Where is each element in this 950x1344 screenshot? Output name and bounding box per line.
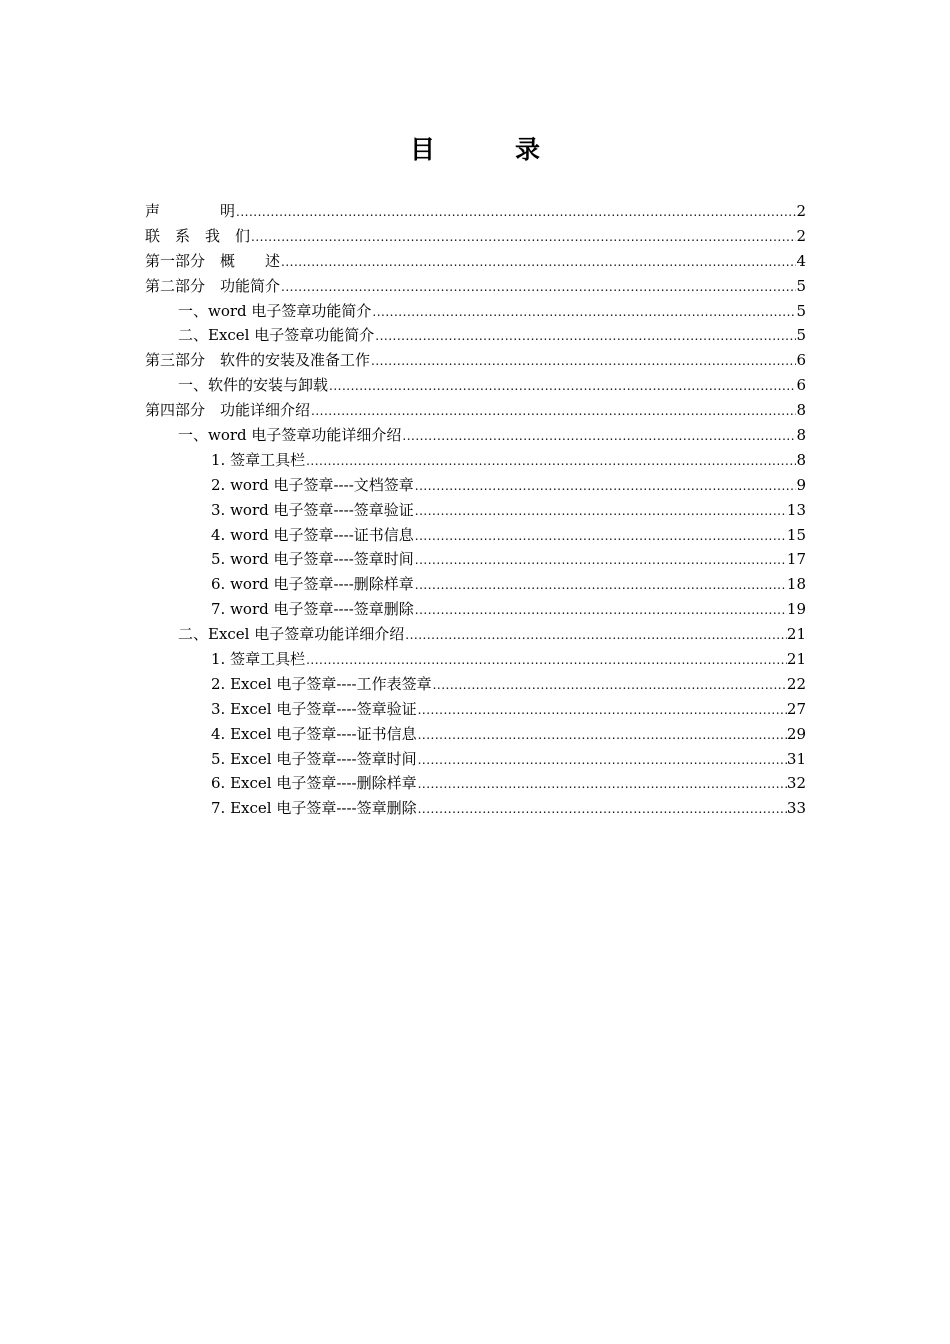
toc-dot-leader [251,224,796,250]
toc-entry-label: 一、word 电子签章功能详细介绍 [178,426,402,445]
toc-entry-page: 8 [796,450,806,469]
toc-dot-leader [281,274,796,300]
toc-entry[interactable] [145,622,806,647]
toc-entry-label: 5. word 电子签章----签章时间 [211,550,414,569]
toc-entry-label: 二、Excel 电子签章功能简介 [178,326,375,345]
toc-entry-label: 二、Excel 电子签章功能详细介绍 [178,625,405,644]
toc-entry[interactable] [145,348,806,373]
toc-entry-page: 31 [786,749,806,768]
toc-entry-page: 8 [796,426,806,445]
toc-entry-page: 19 [786,600,806,619]
toc-entry-page: 8 [796,401,806,420]
toc-entry-page: 4 [796,251,806,270]
toc-entry-label: 6. word 电子签章----删除样章 [211,575,414,594]
toc-entry-page: 5 [796,276,806,295]
toc-entry-page: 6 [796,351,806,370]
toc-entry-label: 第二部分 功能简介 [145,276,281,295]
toc-entry[interactable] [145,498,806,523]
toc-entry-page: 15 [786,525,806,544]
toc-entry-label: 4. Excel 电子签章----证书信息 [211,724,417,743]
toc-entry-page: 18 [786,575,806,594]
toc-entry-page: 32 [786,774,806,793]
toc-dot-leader [415,523,787,549]
toc-dot-leader [418,722,787,748]
toc-entry[interactable] [145,249,806,274]
toc-entry-label: 2. word 电子签章----文档签章 [211,475,414,494]
toc-entry[interactable] [145,796,806,821]
toc-entry-label: 4. word 电子签章----证书信息 [211,525,414,544]
toc-entry-page: 2 [796,226,806,245]
toc-dot-leader [402,423,796,449]
toc-dot-leader [415,597,787,623]
toc-entry-page: 2 [796,202,806,220]
toc-dot-leader [306,647,787,673]
toc-entry-label: 6. Excel 电子签章----删除样章 [211,774,417,793]
toc-list [145,199,806,821]
toc-entry-label: 第三部分 软件的安装及准备工作 [145,351,371,370]
toc-entry-page: 27 [786,699,806,718]
toc-dot-leader [415,498,787,524]
toc-entry[interactable] [145,423,806,448]
toc-entry-page: 13 [786,500,806,519]
toc-dot-leader [415,547,787,573]
toc-entry-label: 一、word 电子签章功能简介 [178,301,372,320]
toc-entry[interactable] [145,572,806,597]
toc-entry[interactable] [145,199,806,224]
toc-entry-label: 2. Excel 电子签章----工作表签章 [211,674,432,693]
toc-entry[interactable] [145,597,806,622]
toc-entry-label: 联 系 我 们 [145,226,251,245]
toc-entry[interactable] [145,647,806,672]
toc-entry[interactable] [145,224,806,249]
toc-entry-label: 第四部分 功能详细介绍 [145,401,311,420]
toc-entry-label: 1. 签章工具栏 [211,450,306,469]
toc-dot-leader [418,747,787,773]
toc-dot-leader [372,299,796,325]
toc-entry-page: 17 [786,550,806,569]
toc-entry[interactable] [145,373,806,398]
toc-dot-leader [371,348,796,374]
toc-dot-leader [329,373,796,399]
toc-entry-label: 3. Excel 电子签章----签章验证 [211,699,417,718]
toc-entry-label: 5. Excel 电子签章----签章时间 [211,749,417,768]
toc-entry-page: 33 [786,799,806,818]
toc-entry[interactable] [145,323,806,348]
toc-entry-page: 5 [796,326,806,345]
toc-dot-leader [236,199,796,225]
toc-title: 目录 [409,135,620,164]
toc-entry-page: 6 [796,376,806,395]
toc-entry[interactable] [145,448,806,473]
toc-dot-leader [306,448,796,474]
toc-entry[interactable] [145,398,806,423]
toc-entry[interactable] [145,547,806,572]
toc-entry[interactable] [145,523,806,548]
toc-entry-page: 21 [786,650,806,669]
toc-dot-leader [281,249,796,275]
toc-dot-leader [405,622,787,648]
toc-entry-page: 21 [786,625,806,644]
toc-entry-page: 22 [786,674,806,693]
toc-entry[interactable] [145,473,806,498]
toc-entry[interactable] [145,747,806,772]
toc-dot-leader [418,771,787,797]
toc-dot-leader [311,398,796,424]
toc-entry[interactable] [145,299,806,324]
toc-entry-page: 9 [796,475,806,494]
toc-dot-leader [433,672,787,698]
toc-entry-label: 一、软件的安装与卸载 [178,376,329,395]
toc-entry-label: 3. word 电子签章----签章验证 [211,500,414,519]
toc-entry-label: 7. word 电子签章----签章删除 [211,600,414,619]
toc-entry-label: 1. 签章工具栏 [211,650,306,669]
toc-dot-leader [415,572,787,598]
toc-dot-leader [375,323,796,349]
toc-dot-leader [418,697,787,723]
toc-entry[interactable] [145,697,806,722]
toc-entry-label: 7. Excel 电子签章----签章删除 [211,799,417,818]
toc-entry[interactable] [145,672,806,697]
toc-entry-page: 5 [796,301,806,320]
toc-entry[interactable] [145,722,806,747]
toc-entry-label: 声 明 [145,202,236,220]
toc-dot-leader [415,473,797,499]
toc-entry-page: 29 [786,724,806,743]
toc-dot-leader [418,796,787,822]
toc-entry[interactable] [145,771,806,796]
toc-entry-label: 第一部分 概 述 [145,251,281,270]
toc-entry[interactable] [145,274,806,299]
